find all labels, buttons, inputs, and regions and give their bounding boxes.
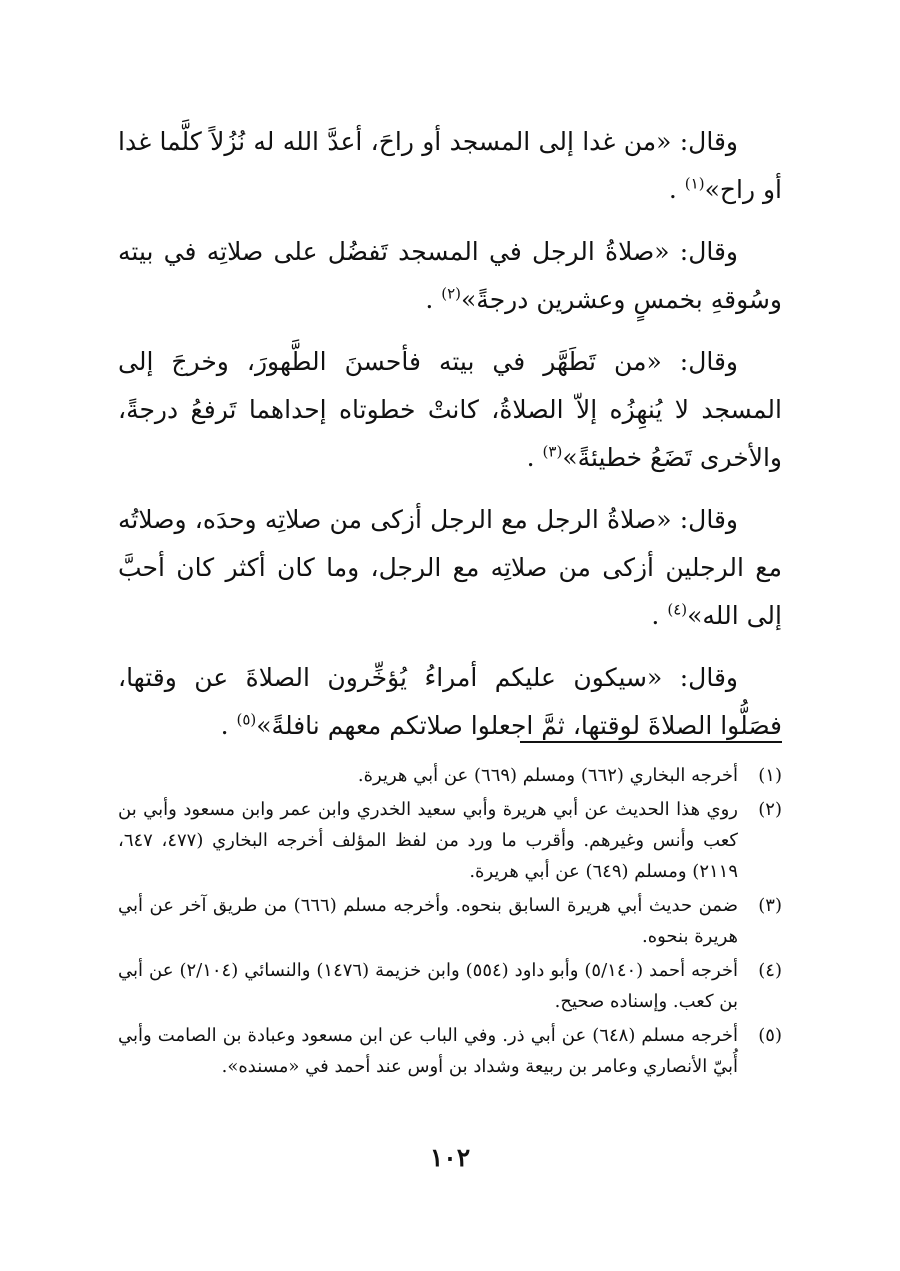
hadith-paragraph-3: وقال: «من تَطَهَّر في بيته فأحسنَ الطَّهورَ، وخرجَ إلى المسجد لا يُنهِزُه إلاّ الصلاةُ، كانتْ خطوتاه إحداهما تَرفعُ درجةً، والأخرى تَضَعُ خطيئةً»$^{(٣)}$ . (118, 347, 782, 472)
footnote-text: ضمن حديث أبي هريرة السابق بنحوه. وأخرجه مسلم (٦٦٦) من طريق آخر عن أبي هريرة بنحوه. (118, 895, 738, 947)
footnote-text: أخرجه مسلم (٦٤٨) عن أبي ذر. وفي الباب عن ابن مسعود وعبادة بن الصامت وأبي أُبيّ الأنصاري وعامر بن ربيعة وشداد بن أوس عند أحمد في «مسنده». (118, 1025, 738, 1077)
footnote-number: (٤) (758, 960, 782, 981)
footnote-text: روي هذا الحديث عن أبي هريرة وأبي سعيد الخدري وابن عمر وابن مسعود وأبي بن كعب وأنس وغيرهم. وأقرب ما ورد من لفظ المؤلف أخرجه البخاري (٤٧٧، ٦٤٧، ٢١١٩) ومسلم (٦٤٩) عن أبي هريرة. (118, 799, 738, 882)
footnote-marker-5: (٥) (236, 710, 257, 729)
hadith-paragraph-1: وقال: «من غدا إلى المسجد أو راحَ، أعدَّ الله له نُزُلاً كلَّما غدا أو راح»$^{(١)}$ . (118, 127, 782, 204)
footnote-number: (٣) (758, 895, 782, 916)
footnote-1 (118, 760, 782, 791)
page-number: ١٠٢ (429, 1143, 471, 1172)
footnote-number: (٢) (758, 799, 782, 820)
footnote-marker-3: (٣) (542, 442, 563, 461)
footnote-marker-1: (١) (684, 174, 705, 193)
hadith-paragraph-4: وقال: «صلاةُ الرجل مع الرجل أزكى من صلاتِه وحدَه، وصلاتُه مع الرجلين أزكى من صلاتِه مع الرجل، وما كان أكثر كان أحبَّ إلى الله»$^{(٤)}$ . (118, 505, 782, 630)
footnote-2 (118, 794, 782, 887)
footnote-4 (118, 955, 782, 1017)
footnote-text: أخرجه البخاري (٦٦٢) ومسلم (٦٦٩) عن أبي هريرة. (357, 765, 738, 786)
footnote-number: (١) (758, 765, 782, 786)
hadith-paragraph-2: وقال: «صلاةُ الرجل في المسجد تَفضُل على صلاتِه في بيته وسُوقهِ بخمسٍ وعشرين درجةً»$^{(٢)}$ . (118, 237, 782, 314)
hadith-paragraph-5: وقال: «سيكون عليكم أمراءُ يُؤخِّرون الصلاةَ عن وقتها، فصَلُّوا الصلاةَ لوقتها، ثمَّ اجعلوا صلاتكم معهم نافلةً»$^{(٥)}$ . (118, 663, 782, 740)
footnote-number: (٥) (758, 1025, 782, 1046)
footnote-divider (520, 741, 782, 743)
footnotes-section (118, 760, 782, 1085)
footnote-5 (118, 1020, 782, 1082)
footnote-marker-2: (٢) (441, 284, 462, 303)
footnote-3 (118, 890, 782, 952)
footnote-text: أخرجه أحمد (٥/١٤٠) وأبو داود (٥٥٤) وابن خزيمة (١٤٧٦) والنسائي (٢/١٠٤) عن أبي بن كعب. وإسناده صحيح. (118, 960, 738, 1012)
footnote-marker-4: (٤) (667, 600, 688, 619)
main-text (118, 118, 782, 764)
